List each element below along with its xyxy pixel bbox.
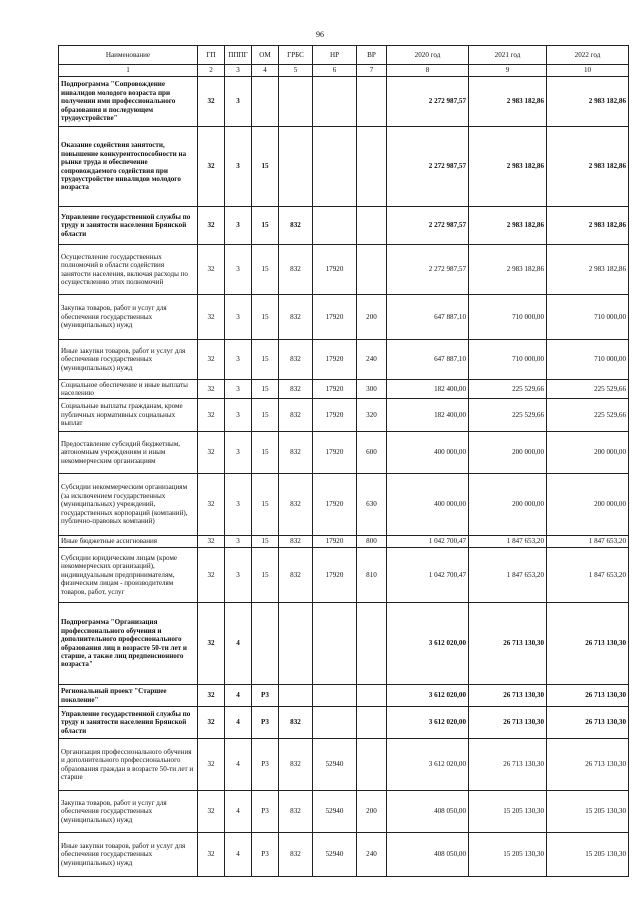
cell-vr: 300	[357, 380, 387, 399]
cell-2021: 225 529,66	[469, 380, 547, 399]
cell-2021: 1 847 653,20	[469, 548, 547, 603]
cell-2022: 2 983 182,86	[547, 127, 629, 207]
cell-2022: 15 205 130,30	[547, 791, 629, 833]
cell-2020: 3 612 020,00	[387, 603, 469, 685]
row-name: Осуществление государственных полномочий в области содействия занятости населения, включая расходы по осуществлению этих полномочий	[59, 245, 198, 295]
cell-nr: 52940	[313, 791, 357, 833]
cell-vr: 240	[357, 340, 387, 380]
table-row	[59, 548, 629, 603]
cell-pppg: 3	[225, 77, 252, 127]
cell-om: 15	[252, 380, 279, 399]
cell-2021: 26 713 130,30	[469, 707, 547, 739]
cell-grbs: 832	[279, 548, 313, 603]
table-row	[59, 295, 629, 340]
cell-2022: 710 000,00	[547, 340, 629, 380]
cell-gp: 32	[198, 127, 225, 207]
cell-nr: 17920	[313, 474, 357, 536]
cell-2020: 647 887,10	[387, 295, 469, 340]
row-name: Субсидии некоммерческим организациям (за исключением государственных (муниципальных) учреждений, государственных корпораций (компаний), публично-правовых компаний)	[59, 474, 198, 536]
row-name: Региональный проект "Старшее поколение"	[59, 685, 198, 707]
cell-vr	[357, 739, 387, 791]
cell-2021: 26 713 130,30	[469, 603, 547, 685]
cell-vr	[357, 685, 387, 707]
cell-om: 15	[252, 536, 279, 548]
cell-grbs	[279, 127, 313, 207]
cell-2020: 3 612 020,00	[387, 739, 469, 791]
cell-grbs: 832	[279, 707, 313, 739]
cell-nr: 52940	[313, 739, 357, 791]
cell-gp: 32	[198, 739, 225, 791]
cell-om: 15	[252, 245, 279, 295]
cell-gp: 32	[198, 833, 225, 877]
cell-vr	[357, 77, 387, 127]
cell-nr: 17920	[313, 295, 357, 340]
cell-2022: 200 000,00	[547, 474, 629, 536]
cell-pppg: 3	[225, 295, 252, 340]
row-name: Управление государственной службы по труду и занятости населения Брянской области	[59, 207, 198, 245]
cell-2022: 2 983 182,86	[547, 207, 629, 245]
cell-nr	[313, 127, 357, 207]
cell-pppg: 3	[225, 474, 252, 536]
row-name: Иные закупки товаров, работ и услуг для обеспечения государственных (муниципальных) нужд	[59, 833, 198, 877]
cell-2020: 2 272 987,57	[387, 207, 469, 245]
cell-2021: 15 205 130,30	[469, 833, 547, 877]
cell-gp: 32	[198, 432, 225, 474]
cell-pppg: 3	[225, 548, 252, 603]
cell-grbs: 832	[279, 399, 313, 432]
table-row	[59, 474, 629, 536]
cell-om: 15	[252, 548, 279, 603]
cell-vr: 200	[357, 295, 387, 340]
cell-om	[252, 603, 279, 685]
cell-om: P3	[252, 685, 279, 707]
cell-om: P3	[252, 707, 279, 739]
cell-2021: 2 983 182,86	[469, 245, 547, 295]
table-row	[59, 603, 629, 685]
table-row	[59, 77, 629, 127]
cell-nr: 17920	[313, 548, 357, 603]
cell-2020: 3 612 020,00	[387, 707, 469, 739]
table-row	[59, 399, 629, 432]
row-name: Иные бюджетные ассигнования	[59, 536, 198, 548]
cell-2022: 26 713 130,30	[547, 603, 629, 685]
cell-nr	[313, 77, 357, 127]
cell-vr: 320	[357, 399, 387, 432]
header-2020: 2020 год	[387, 46, 469, 65]
cell-vr: 630	[357, 474, 387, 536]
cell-vr: 600	[357, 432, 387, 474]
cell-vr	[357, 245, 387, 295]
cell-om: P3	[252, 833, 279, 877]
cell-gp: 32	[198, 685, 225, 707]
cell-2022: 2 983 182,86	[547, 245, 629, 295]
column-number: 10	[547, 65, 629, 77]
cell-2022: 15 205 130,30	[547, 833, 629, 877]
table-row	[59, 127, 629, 207]
cell-nr: 17920	[313, 340, 357, 380]
cell-nr: 17920	[313, 380, 357, 399]
cell-pppg: 4	[225, 791, 252, 833]
cell-om: 15	[252, 474, 279, 536]
cell-gp: 32	[198, 207, 225, 245]
cell-grbs: 832	[279, 791, 313, 833]
header-pppg: ПППГ	[225, 46, 252, 65]
cell-gp: 32	[198, 536, 225, 548]
cell-2020: 1 042 700,47	[387, 548, 469, 603]
page-number: 96	[316, 30, 324, 39]
cell-grbs	[279, 603, 313, 685]
cell-om: 15	[252, 340, 279, 380]
cell-grbs: 832	[279, 340, 313, 380]
cell-gp: 32	[198, 548, 225, 603]
cell-pppg: 4	[225, 739, 252, 791]
cell-2022: 225 529,66	[547, 380, 629, 399]
table-row	[59, 536, 629, 548]
cell-nr: 17920	[313, 432, 357, 474]
cell-2022: 26 713 130,30	[547, 685, 629, 707]
table-row	[59, 685, 629, 707]
table-row	[59, 833, 629, 877]
cell-grbs: 832	[279, 380, 313, 399]
header-nr: НР	[313, 46, 357, 65]
cell-grbs: 832	[279, 739, 313, 791]
cell-gp: 32	[198, 245, 225, 295]
cell-gp: 32	[198, 295, 225, 340]
cell-om: 15	[252, 127, 279, 207]
cell-pppg: 4	[225, 603, 252, 685]
row-name: Субсидии юридическим лицам (кроме некоммерческих организаций), индивидуальным предпринимателям, физическим лицам - производителям товаров, работ, услуг	[59, 548, 198, 603]
cell-vr	[357, 207, 387, 245]
header-gp: ГП	[198, 46, 225, 65]
cell-pppg: 4	[225, 685, 252, 707]
cell-2020: 408 050,00	[387, 833, 469, 877]
cell-2020: 182 400,00	[387, 380, 469, 399]
cell-2021: 1 847 653,20	[469, 536, 547, 548]
cell-om: P3	[252, 791, 279, 833]
header-vr: ВР	[357, 46, 387, 65]
cell-2022: 1 847 653,20	[547, 536, 629, 548]
cell-2021: 26 713 130,30	[469, 685, 547, 707]
column-number: 4	[252, 65, 279, 77]
cell-2020: 3 612 020,00	[387, 685, 469, 707]
row-name: Подпрограмма "Организация профессионального обучения и дополнительного профессионального образования лиц в возрасте 50-ти лет и старше, а также лиц предпенсионного возраста"	[59, 603, 198, 685]
row-name: Организация профессионального обучения и дополнительного профессионального образования граждан в возрасте 50-ти лет и старше	[59, 739, 198, 791]
header-name: Наименование	[59, 46, 198, 65]
cell-2021: 2 983 182,86	[469, 127, 547, 207]
cell-om: 15	[252, 207, 279, 245]
cell-2022: 1 847 653,20	[547, 548, 629, 603]
table-row	[59, 707, 629, 739]
row-name: Социальные выплаты гражданам, кроме публичных нормативных социальных выплат	[59, 399, 198, 432]
cell-2020: 2 272 987,57	[387, 245, 469, 295]
cell-nr	[313, 685, 357, 707]
table-row	[59, 340, 629, 380]
row-name: Предоставление субсидий бюджетным, автономным учреждениям и иным некоммерческим организациям	[59, 432, 198, 474]
cell-2020: 1 042 700,47	[387, 536, 469, 548]
cell-vr	[357, 707, 387, 739]
cell-2021: 225 529,66	[469, 399, 547, 432]
cell-2020: 647 887,10	[387, 340, 469, 380]
column-number: 8	[387, 65, 469, 77]
cell-2020: 2 272 987,57	[387, 127, 469, 207]
cell-2021: 710 000,00	[469, 340, 547, 380]
cell-pppg: 3	[225, 380, 252, 399]
cell-gp: 32	[198, 77, 225, 127]
column-number: 2	[198, 65, 225, 77]
cell-om: 15	[252, 432, 279, 474]
column-number-row	[59, 65, 629, 77]
cell-vr	[357, 603, 387, 685]
header-2021: 2021 год	[469, 46, 547, 65]
table-row	[59, 380, 629, 399]
cell-om: P3	[252, 739, 279, 791]
cell-nr: 17920	[313, 399, 357, 432]
cell-nr: 17920	[313, 245, 357, 295]
cell-gp: 32	[198, 399, 225, 432]
cell-nr: 17920	[313, 536, 357, 548]
table-row	[59, 791, 629, 833]
column-number: 6	[313, 65, 357, 77]
cell-vr: 810	[357, 548, 387, 603]
cell-nr	[313, 707, 357, 739]
column-number: 1	[59, 65, 198, 77]
column-number: 5	[279, 65, 313, 77]
cell-pppg: 4	[225, 833, 252, 877]
cell-pppg: 3	[225, 399, 252, 432]
row-name: Закупка товаров, работ и услуг для обеспечения государственных (муниципальных) нужд	[59, 791, 198, 833]
cell-vr: 200	[357, 791, 387, 833]
cell-2021: 200 000,00	[469, 432, 547, 474]
cell-2021: 2 983 182,86	[469, 207, 547, 245]
cell-grbs: 832	[279, 432, 313, 474]
cell-2020: 400 000,00	[387, 432, 469, 474]
cell-gp: 32	[198, 340, 225, 380]
column-number: 7	[357, 65, 387, 77]
cell-grbs: 832	[279, 295, 313, 340]
cell-vr	[357, 127, 387, 207]
cell-om	[252, 77, 279, 127]
cell-2021: 15 205 130,30	[469, 791, 547, 833]
cell-grbs: 832	[279, 245, 313, 295]
cell-nr	[313, 207, 357, 245]
cell-pppg: 3	[225, 536, 252, 548]
cell-nr: 52940	[313, 833, 357, 877]
cell-om: 15	[252, 399, 279, 432]
cell-nr	[313, 603, 357, 685]
table-row	[59, 739, 629, 791]
cell-grbs	[279, 77, 313, 127]
cell-pppg: 3	[225, 340, 252, 380]
cell-pppg: 3	[225, 245, 252, 295]
cell-vr: 800	[357, 536, 387, 548]
cell-2021: 2 983 182,86	[469, 77, 547, 127]
cell-pppg: 3	[225, 207, 252, 245]
row-name: Управление государственной службы по труду и занятости населения Брянской области	[59, 707, 198, 739]
cell-2021: 710 000,00	[469, 295, 547, 340]
cell-2020: 400 000,00	[387, 474, 469, 536]
cell-gp: 32	[198, 791, 225, 833]
cell-vr: 240	[357, 833, 387, 877]
cell-2021: 26 713 130,30	[469, 739, 547, 791]
header-grbs: ГРБС	[279, 46, 313, 65]
cell-grbs	[279, 685, 313, 707]
cell-grbs: 832	[279, 536, 313, 548]
cell-2020: 2 272 987,57	[387, 77, 469, 127]
cell-grbs: 832	[279, 207, 313, 245]
cell-2022: 225 529,66	[547, 399, 629, 432]
table-row	[59, 207, 629, 245]
header-2022: 2022 год	[547, 46, 629, 65]
cell-2022: 200 000,00	[547, 432, 629, 474]
cell-2022: 710 000,00	[547, 295, 629, 340]
cell-om: 15	[252, 295, 279, 340]
cell-2022: 26 713 130,30	[547, 739, 629, 791]
row-name: Социальное обеспечение и иные выплаты населению	[59, 380, 198, 399]
column-number: 3	[225, 65, 252, 77]
cell-gp: 32	[198, 380, 225, 399]
cell-grbs: 832	[279, 833, 313, 877]
header-om: ОМ	[252, 46, 279, 65]
cell-2022: 2 983 182,86	[547, 77, 629, 127]
cell-pppg: 3	[225, 432, 252, 474]
cell-gp: 32	[198, 474, 225, 536]
cell-pppg: 3	[225, 127, 252, 207]
header-row	[59, 46, 629, 65]
cell-gp: 32	[198, 603, 225, 685]
table-row	[59, 432, 629, 474]
cell-grbs: 832	[279, 474, 313, 536]
cell-2021: 200 000,00	[469, 474, 547, 536]
cell-2020: 182 400,00	[387, 399, 469, 432]
row-name: Оказание содействия занятости, повышение конкурентоспособности на рынке труда и обеспечение сопровождаемого содействия при трудоустройстве инвалидов молодого возраста	[59, 127, 198, 207]
budget-table	[58, 45, 629, 877]
cell-pppg: 4	[225, 707, 252, 739]
row-name: Иные закупки товаров, работ и услуг для обеспечения государственных (муниципальных) нужд	[59, 340, 198, 380]
cell-gp: 32	[198, 707, 225, 739]
row-name: Подпрограмма "Сопровождение инвалидов молодого возраста при получении ими профессионального образования и последующем трудоустройстве"	[59, 77, 198, 127]
row-name: Закупка товаров, работ и услуг для обеспечения государственных (муниципальных) нужд	[59, 295, 198, 340]
table-row	[59, 245, 629, 295]
cell-2020: 408 050,00	[387, 791, 469, 833]
cell-2022: 26 713 130,30	[547, 707, 629, 739]
column-number: 9	[469, 65, 547, 77]
